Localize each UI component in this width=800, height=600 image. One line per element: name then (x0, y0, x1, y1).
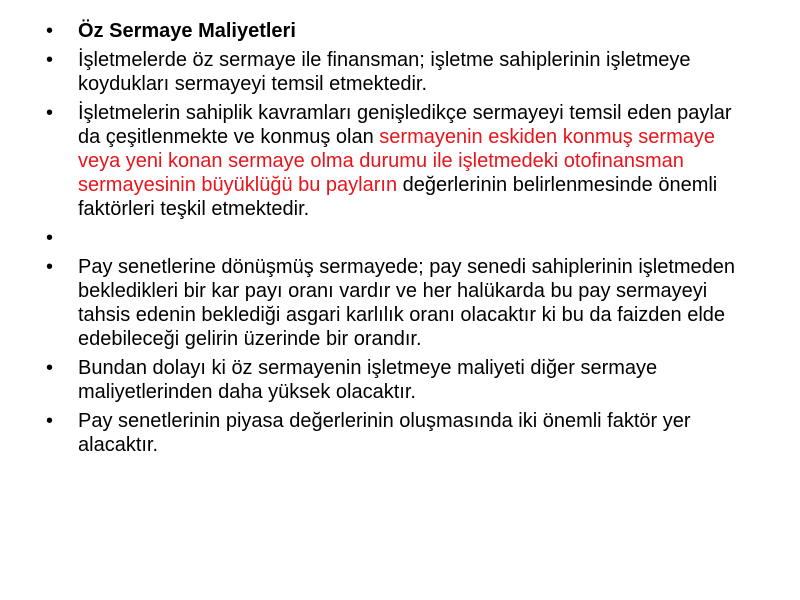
bullet-dot: • (46, 256, 54, 278)
bullet-text (78, 102, 732, 220)
bullet-text-highlight: sermayenin eskiden konmuş sermaye veya yeni konan sermaye olma durumu ile işletmedeki otofinansman sermayesinin büyüklüğü bu payların (78, 126, 715, 196)
bullet-text: Bundan dolayı ki öz sermayenin işletmeye maliyeti diğer sermaye maliyetlerinden daha yüksek olacaktır. (78, 357, 658, 403)
bullet-item-title (46, 19, 756, 43)
bullet-item (46, 48, 756, 96)
bullet-dot: • (46, 410, 54, 432)
bullet-item (46, 255, 756, 351)
bullet-item-empty (46, 226, 756, 250)
bullet-text-segment: İşletmelerin sahiplik kavramları genişledikçe sermayeyi temsil eden paylar da çeşitlenmekte ve konmuş olan (78, 102, 732, 148)
bullet-item (46, 356, 756, 404)
bullet-dot: • (46, 20, 54, 42)
bullet-dot: • (46, 49, 54, 71)
bullet-item (46, 101, 756, 221)
bullet-dot: • (46, 357, 54, 379)
bullet-text: İşletmelerde öz sermaye ile finansman; işletme sahiplerinin işletmeye koydukları sermayeyi temsil etmektedir. (78, 49, 691, 95)
bullet-text-segment: değerlerinin belirlenmesinde önemli faktörleri teşkil etmektedir. (78, 174, 718, 220)
bullet-text: Pay senetlerinin piyasa değerlerinin oluşmasında iki önemli faktör yer alacaktır. (78, 410, 691, 456)
bullet-text: Pay senetlerine dönüşmüş sermayede; pay senedi sahiplerinin işletmeden bekledikleri bir kar payı oranı vardır ve her halükarda bu pay sermayeyi tahsis edenin beklediği asgari karlılık oranı olacaktır ki bu da faizden elde edebileceği gelirin üzerinde bir orandır. (78, 256, 736, 350)
bullet-list (46, 19, 756, 462)
bullet-item (46, 409, 756, 457)
bullet-dot: • (46, 227, 54, 249)
slide-heading: Öz Sermaye Maliyetleri (78, 20, 296, 42)
bullet-dot: • (46, 102, 54, 124)
